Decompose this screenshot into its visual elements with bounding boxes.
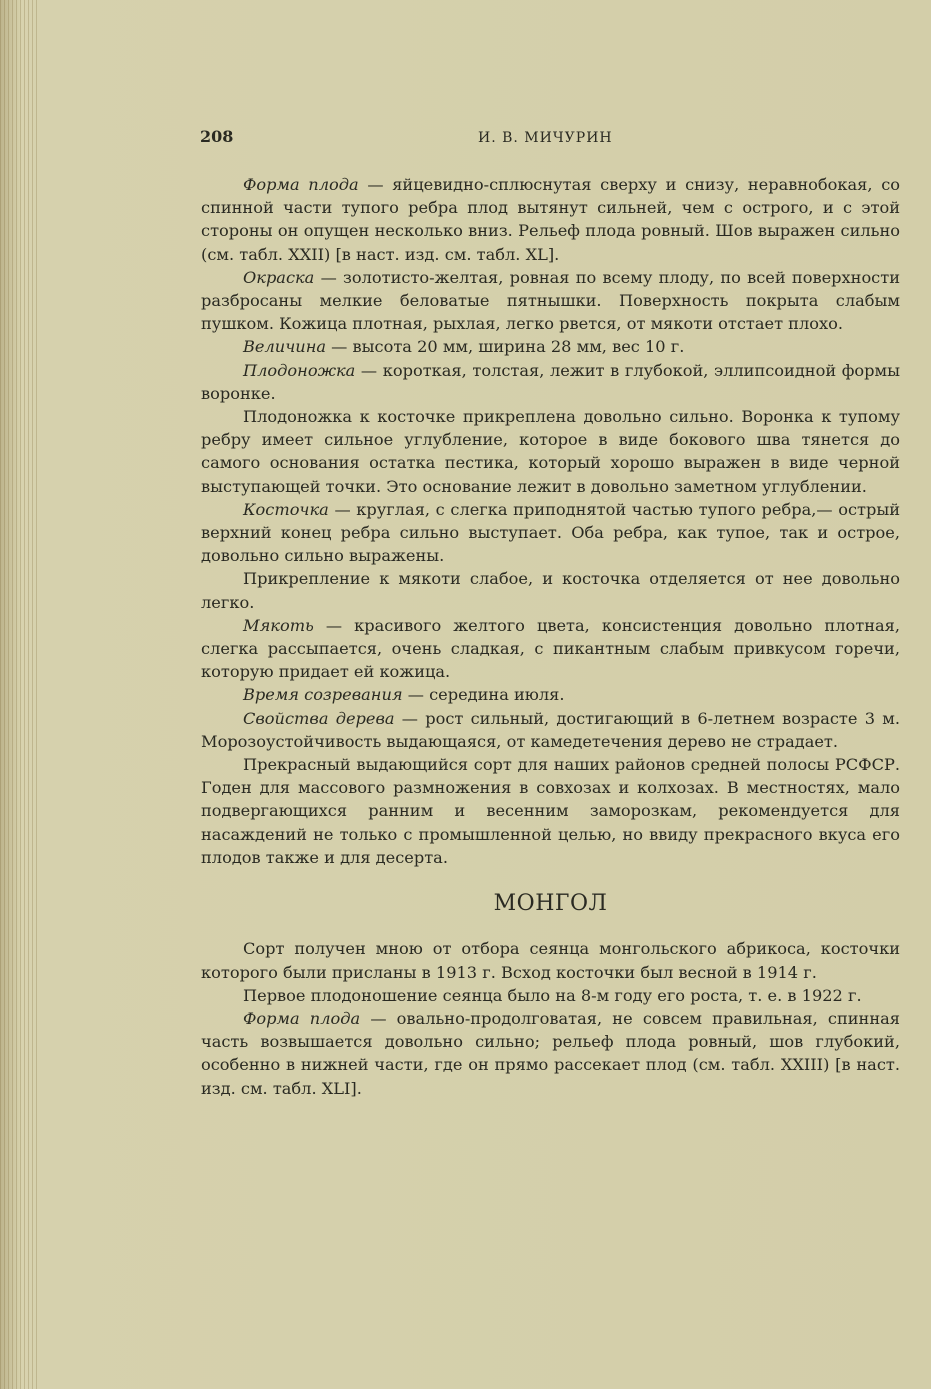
- paragraph-term: Свойства дерева: [243, 708, 395, 728]
- section-abricot-description: [201, 173, 900, 869]
- paragraph: [201, 266, 900, 336]
- paragraph-text: Прекрасный выдающийся сорт для наших районов средней полосы РСФСР. Годен для массового размножения в совхозах и колхозах. В местностях, мало подвергающихся ранним и весенним заморозкам, рекомендуется для насаждений не только с промышленной целью, но ввиду прекрасного вкуса его плодов также и для десерта.: [201, 755, 900, 867]
- paragraph: [201, 359, 900, 405]
- paragraph: [201, 498, 900, 568]
- paragraph-text: Сорт получен мною от отбора сеянца монгольского абрикоса, косточки которого были присланы в 1913 г. Всход косточки был весной в 1914 г.: [201, 939, 900, 982]
- paragraph-text: Прикрепление к мякоти слабое, и косточка отделяется от нее довольно легко.: [201, 569, 900, 612]
- paragraph-term: Плодоножка: [243, 360, 356, 380]
- paragraph-term: Форма плода: [243, 175, 359, 194]
- paragraph-text: — круглая, с слегка приподнятой частью тупого ребра,— острый верхний конец ребра сильно выступает. Оба ребра, как тупое, так и острое, довольно сильно выражены.: [201, 499, 900, 566]
- section-heading: МОНГОЛ: [493, 891, 608, 917]
- paragraph-term: Мякоть: [243, 615, 314, 635]
- paragraph-term: Окраска: [243, 267, 315, 287]
- paragraph: [201, 335, 900, 358]
- section-mongol-description: [201, 937, 900, 1099]
- paragraph-text: Плодоножка к косточке прикреплена довольно сильно. Воронка к тупому ребру имеет сильное углубление, которое в виде бокового шва тянется до самого основания остатка пестика, который хорошо выражен в виде черной выступающей точки. Это основание лежит в довольно заметном углублении.: [201, 407, 900, 496]
- paragraph-term: Величина: [243, 337, 327, 357]
- paragraph-text: — короткая, толстая, лежит в глубокой, эллипсоидной формы воронке.: [201, 360, 900, 403]
- paragraph-text: Первое плодоношение сеянца было на 8-м году его роста, т. е. в 1922 г.: [243, 985, 862, 1005]
- paragraph: [201, 984, 900, 1007]
- paragraph-text: — золотисто-желтая, ровная по всему плоду, по всей поверхности разбросаны мелкие беловатые пятнышки. Поверхность покрыта слабым пушком. Кожица плотная, рыхлая, легко рвется, от мякоти отстает плохо.: [201, 267, 900, 334]
- paragraph-text: — яйцевидно-сплюснутая сверху и снизу, неравнобокая, со спинной части тупого ребра плод вытянут сильней, чем с острого, и с этой стороны он опущен несколько вниз. Рельеф плода ровный. Шов выражен сильно (см. табл. XXII) [в наст. изд. см. табл. XL].: [201, 175, 901, 264]
- paragraph-text: — середина июля.: [402, 685, 565, 705]
- paragraph-term: Время созревания: [243, 685, 403, 705]
- paragraph: [201, 614, 900, 684]
- paragraph-text: — красивого желтого цвета, консистенция довольно плотная, слегка рассыпается, очень сладкая, с пикантным слабым привкусом горечи, которую придает ей кожица.: [201, 615, 900, 682]
- paragraph: [201, 173, 900, 266]
- paragraph: [201, 405, 900, 498]
- paragraph: [201, 937, 900, 983]
- paragraph: [201, 753, 900, 869]
- paragraph-text: — рост сильный, достигающий в 6-летнем возрасте 3 м. Морозоустойчивость выдающаяся, от камедетечения дерево не страдает.: [201, 708, 900, 751]
- paragraph-text: — овально-продолговатая, не совсем правильная, спинная часть возвышается довольно сильно; рельеф плода ровный, шов глубокий, особенно в нижней части, где он прямо рассекает плод (см. табл. XXIII) [в наст. изд. см. табл. XLI].: [201, 1008, 900, 1098]
- page-edge: [0, 0, 40, 1389]
- paragraph-term: Косточка: [243, 499, 329, 519]
- paragraph-text: — высота 20 мм, ширина 28 мм, вес 10 г.: [326, 337, 685, 357]
- page-number: 208: [200, 127, 234, 146]
- paragraph: [201, 707, 900, 753]
- paragraph-term: Форма плода: [243, 1008, 361, 1028]
- paragraph: [201, 1007, 900, 1100]
- body-text: [201, 173, 900, 1100]
- running-title: И. В. МИЧУРИН: [478, 130, 613, 146]
- paragraph: [201, 683, 900, 706]
- page-header: [200, 127, 900, 151]
- paragraph: [201, 567, 900, 613]
